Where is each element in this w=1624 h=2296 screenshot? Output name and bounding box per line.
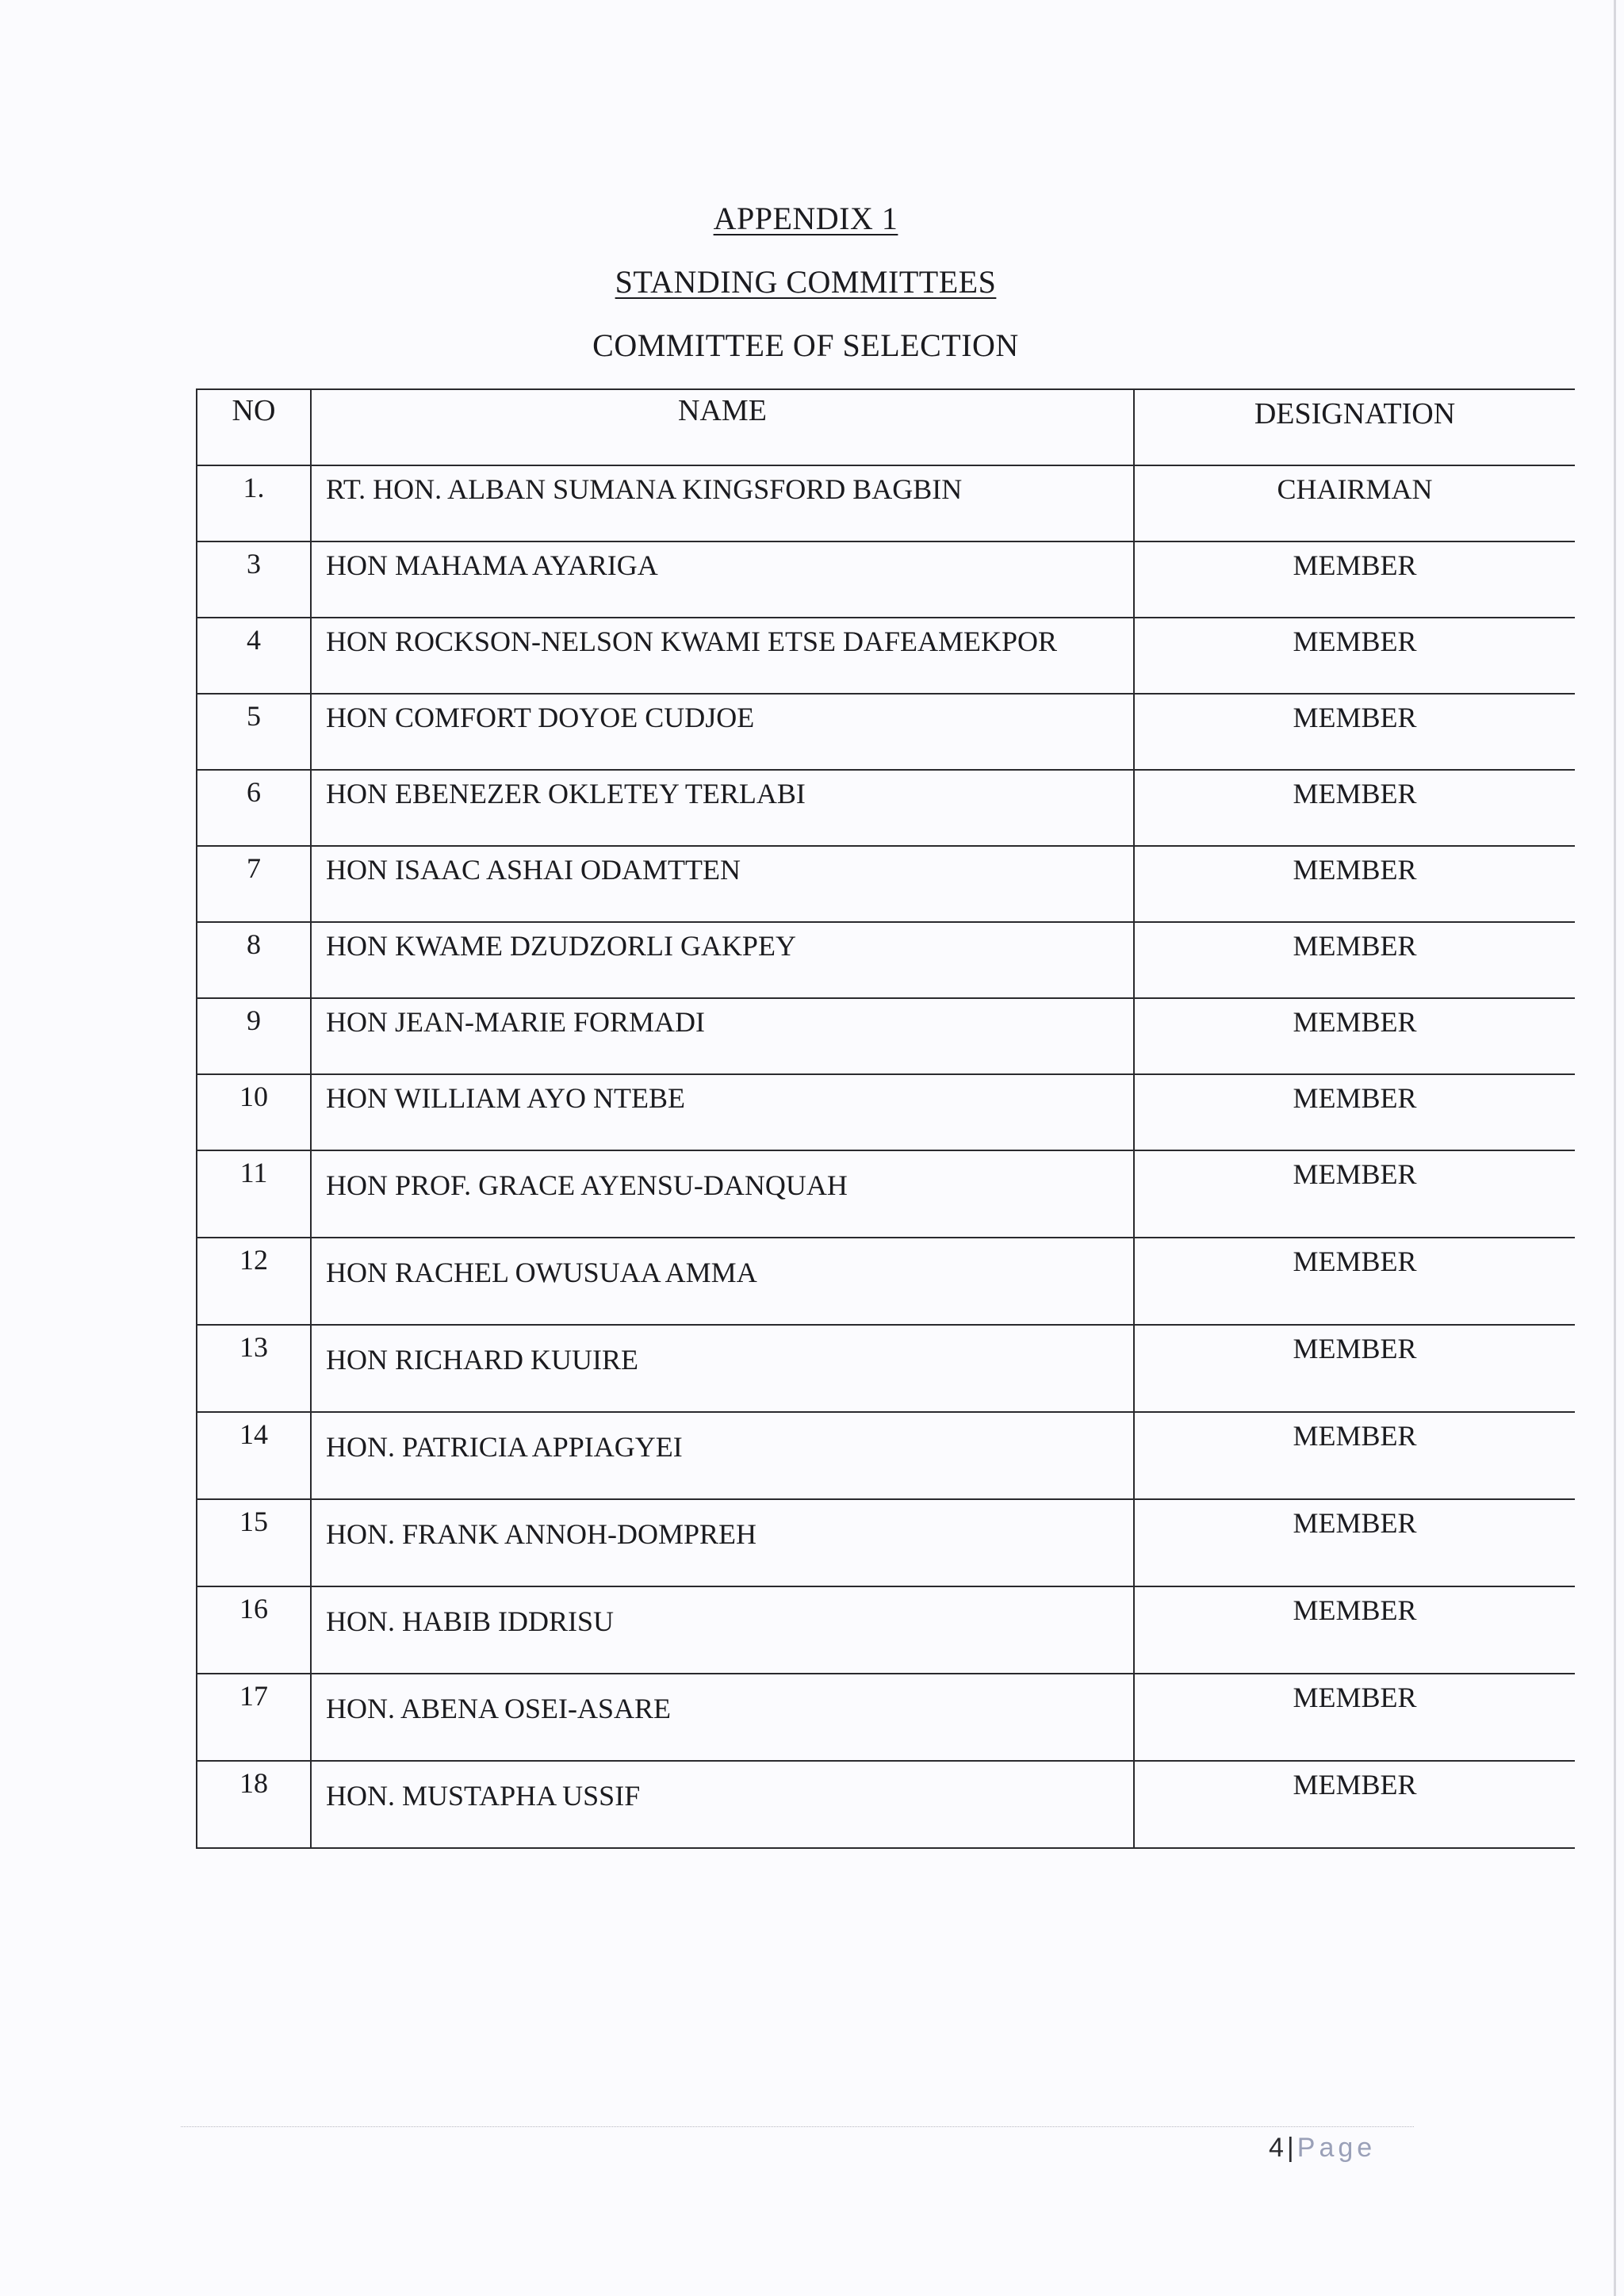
member-name: HON. ABENA OSEI-ASARE [311,1674,1134,1761]
page-edge [1614,0,1616,2296]
member-name: HON KWAME DZUDZORLI GAKPEY [311,922,1134,998]
member-designation: MEMBER [1134,770,1575,846]
row-number: 8 [197,922,311,998]
table-row [197,1412,1575,1499]
member-name: HON PROF. GRACE AYENSU-DANQUAH [311,1150,1134,1238]
row-number: 11 [197,1150,311,1238]
member-designation: MEMBER [1134,1074,1575,1150]
member-name: HON. HABIB IDDRISU [311,1586,1134,1674]
table-row [197,1074,1575,1150]
table-row [197,1499,1575,1586]
member-name: HON RACHEL OWUSUAA AMMA [311,1238,1134,1325]
member-designation: CHAIRMAN [1134,465,1575,541]
row-number: 4 [197,618,311,694]
member-designation: MEMBER [1134,1412,1575,1499]
table-row [197,770,1575,846]
row-number: 12 [197,1238,311,1325]
member-designation: MEMBER [1134,541,1575,618]
member-designation: MEMBER [1134,1238,1575,1325]
table-row [197,618,1575,694]
page-label: Page [1297,2133,1377,2163]
member-name: HON. MUSTAPHA USSIF [311,1761,1134,1848]
member-name: HON ROCKSON-NELSON KWAMI ETSE DAFEAMEKPOR [311,618,1134,694]
table-row [197,1325,1575,1412]
member-designation: MEMBER [1134,1499,1575,1586]
member-name: HON EBENEZER OKLETEY TERLABI [311,770,1134,846]
member-designation: MEMBER [1134,846,1575,922]
column-header-no: NO [197,389,311,465]
member-designation: MEMBER [1134,998,1575,1074]
table-row [197,465,1575,541]
member-name: HON MAHAMA AYARIGA [311,541,1134,618]
table-row [197,541,1575,618]
table-row [197,846,1575,922]
member-name: HON ISAAC ASHAI ODAMTTEN [311,846,1134,922]
page-footer [1269,2133,1404,2164]
table-row [197,922,1575,998]
member-designation: MEMBER [1134,1674,1575,1761]
member-name: RT. HON. ALBAN SUMANA KINGSFORD BAGBIN [311,465,1134,541]
row-number: 10 [197,1074,311,1150]
footer-rule [181,2126,1414,2127]
committee-table [196,388,1575,1849]
member-designation: MEMBER [1134,1761,1575,1848]
table-row [197,1761,1575,1848]
member-designation: MEMBER [1134,922,1575,998]
row-number: 1. [197,465,311,541]
row-number: 15 [197,1499,311,1586]
page-number: 4 [1269,2133,1284,2163]
committee-heading: COMMITTEE OF SELECTION [592,327,1019,363]
table-row [197,694,1575,770]
member-name: HON JEAN-MARIE FORMADI [311,998,1134,1074]
row-number: 17 [197,1674,311,1761]
member-designation: MEMBER [1134,1586,1575,1674]
table-header-row [197,389,1575,465]
row-number: 6 [197,770,311,846]
table-row [197,1674,1575,1761]
table-row [197,998,1575,1074]
member-name: HON RICHARD KUUIRE [311,1325,1134,1412]
row-number: 9 [197,998,311,1074]
member-name: HON COMFORT DOYOE CUDJOE [311,694,1134,770]
row-number: 3 [197,541,311,618]
member-designation: MEMBER [1134,1150,1575,1238]
table-row [197,1150,1575,1238]
section-heading: STANDING COMMITTEES [615,264,997,300]
member-name: HON. FRANK ANNOH-DOMPREH [311,1499,1134,1586]
row-number: 16 [197,1586,311,1674]
appendix-heading: APPENDIX 1 [713,201,898,236]
row-number: 5 [197,694,311,770]
row-number: 13 [197,1325,311,1412]
row-number: 14 [197,1412,311,1499]
row-number: 18 [197,1761,311,1848]
member-designation: MEMBER [1134,694,1575,770]
row-number: 7 [197,846,311,922]
member-designation: MEMBER [1134,618,1575,694]
column-header-designation: DESIGNATION [1134,389,1575,465]
member-name: HON. PATRICIA APPIAGYEI [311,1412,1134,1499]
table-row [197,1238,1575,1325]
member-designation: MEMBER [1134,1325,1575,1412]
table-row [197,1586,1575,1674]
column-header-name: NAME [311,389,1134,465]
member-name: HON WILLIAM AYO NTEBE [311,1074,1134,1150]
page-separator: | [1286,2133,1294,2163]
